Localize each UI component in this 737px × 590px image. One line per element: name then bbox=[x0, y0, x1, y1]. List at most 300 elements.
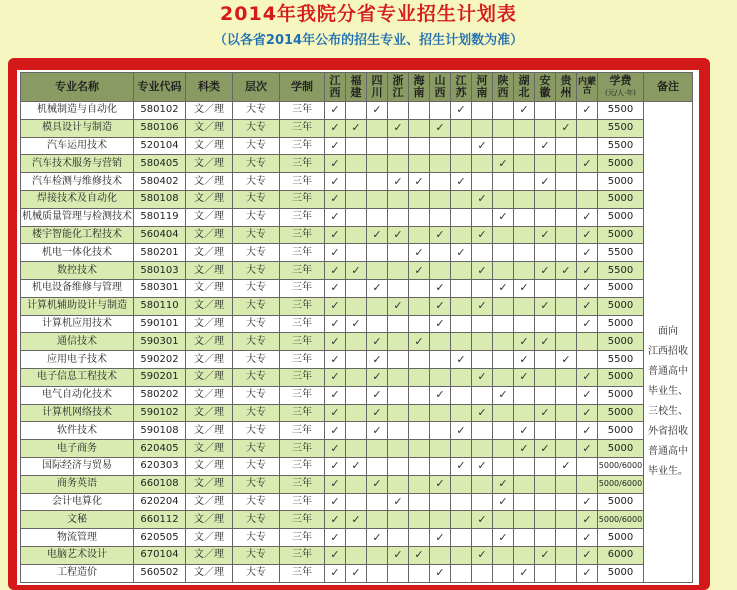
empty-province-cell bbox=[472, 351, 493, 369]
empty-province-cell bbox=[346, 333, 367, 351]
check-mark-cell: ✓ bbox=[430, 226, 451, 244]
fee-cell: 5000 bbox=[598, 315, 644, 333]
check-mark-cell: ✓ bbox=[325, 546, 346, 564]
level-cell: 大专 bbox=[233, 422, 280, 440]
empty-province-cell bbox=[388, 208, 409, 226]
page-title: 2014年我院分省专业招生计划表 bbox=[220, 3, 517, 25]
check-mark-cell: ✓ bbox=[430, 315, 451, 333]
category-cell: 文／理 bbox=[186, 386, 233, 404]
category-cell: 文／理 bbox=[186, 190, 233, 208]
major-code-cell: 620405 bbox=[134, 440, 186, 458]
empty-province-cell bbox=[493, 297, 514, 315]
empty-province-cell bbox=[493, 404, 514, 422]
empty-province-cell bbox=[577, 475, 598, 493]
empty-province-cell bbox=[556, 404, 577, 422]
major-code-cell: 620204 bbox=[134, 493, 186, 511]
empty-province-cell bbox=[367, 155, 388, 173]
major-code-cell: 580103 bbox=[134, 262, 186, 280]
check-mark-cell: ✓ bbox=[535, 173, 556, 191]
empty-province-cell bbox=[409, 297, 430, 315]
empty-province-cell bbox=[556, 529, 577, 547]
level-cell: 大专 bbox=[233, 511, 280, 529]
empty-province-cell bbox=[430, 102, 451, 120]
empty-province-cell bbox=[346, 102, 367, 120]
empty-province-cell bbox=[451, 208, 472, 226]
empty-province-cell bbox=[409, 440, 430, 458]
check-mark-cell: ✓ bbox=[325, 262, 346, 280]
empty-province-cell bbox=[430, 404, 451, 422]
major-name-cell: 汽车技术服务与营销 bbox=[21, 155, 134, 173]
check-mark-cell: ✓ bbox=[325, 404, 346, 422]
table-row bbox=[21, 119, 693, 137]
header-code: 专业代码 bbox=[134, 73, 186, 102]
table-row bbox=[21, 226, 693, 244]
table-row bbox=[21, 244, 693, 262]
check-mark-cell: ✓ bbox=[556, 119, 577, 137]
table-row bbox=[21, 137, 693, 155]
level-cell: 大专 bbox=[233, 475, 280, 493]
empty-province-cell bbox=[514, 208, 535, 226]
fee-cell: 5000 bbox=[598, 155, 644, 173]
major-code-cell: 580405 bbox=[134, 155, 186, 173]
empty-province-cell bbox=[451, 190, 472, 208]
empty-province-cell bbox=[472, 475, 493, 493]
empty-province-cell bbox=[451, 297, 472, 315]
empty-province-cell bbox=[535, 208, 556, 226]
empty-province-cell bbox=[346, 190, 367, 208]
check-mark-cell: ✓ bbox=[514, 333, 535, 351]
empty-province-cell bbox=[451, 368, 472, 386]
major-name-cell: 物流管理 bbox=[21, 529, 134, 547]
table-row bbox=[21, 173, 693, 191]
major-name-cell: 计算机辅助设计与制造 bbox=[21, 297, 134, 315]
empty-province-cell bbox=[493, 315, 514, 333]
level-cell: 大专 bbox=[233, 368, 280, 386]
fee-cell: 5000 bbox=[598, 440, 644, 458]
major-name-cell: 计算机应用技术 bbox=[21, 315, 134, 333]
empty-province-cell bbox=[388, 102, 409, 120]
empty-province-cell bbox=[535, 422, 556, 440]
fee-cell: 6000 bbox=[598, 546, 644, 564]
empty-province-cell bbox=[451, 511, 472, 529]
check-mark-cell: ✓ bbox=[409, 173, 430, 191]
empty-province-cell bbox=[493, 244, 514, 262]
empty-province-cell bbox=[535, 279, 556, 297]
empty-province-cell bbox=[409, 226, 430, 244]
major-name-cell: 计算机网络技术 bbox=[21, 404, 134, 422]
empty-province-cell bbox=[430, 422, 451, 440]
empty-province-cell bbox=[388, 137, 409, 155]
check-mark-cell: ✓ bbox=[535, 546, 556, 564]
empty-province-cell bbox=[451, 119, 472, 137]
remarks-line: 面向 bbox=[658, 325, 678, 337]
empty-province-cell bbox=[346, 173, 367, 191]
major-name-cell: 通信技术 bbox=[21, 333, 134, 351]
empty-province-cell bbox=[346, 386, 367, 404]
empty-province-cell bbox=[367, 190, 388, 208]
empty-province-cell bbox=[346, 493, 367, 511]
major-name-cell: 软件技术 bbox=[21, 422, 134, 440]
duration-cell: 三年 bbox=[280, 190, 325, 208]
major-code-cell: 580119 bbox=[134, 208, 186, 226]
duration-cell: 三年 bbox=[280, 137, 325, 155]
major-code-cell: 590102 bbox=[134, 404, 186, 422]
table-row bbox=[21, 297, 693, 315]
duration-cell: 三年 bbox=[280, 386, 325, 404]
check-mark-cell: ✓ bbox=[577, 529, 598, 547]
major-code-cell: 580110 bbox=[134, 297, 186, 315]
empty-province-cell bbox=[451, 564, 472, 582]
check-mark-cell: ✓ bbox=[409, 262, 430, 280]
major-name-cell: 汽车检测与维修技术 bbox=[21, 173, 134, 191]
check-mark-cell: ✓ bbox=[325, 564, 346, 582]
check-mark-cell: ✓ bbox=[577, 368, 598, 386]
empty-province-cell bbox=[577, 173, 598, 191]
major-code-cell: 580102 bbox=[134, 102, 186, 120]
duration-cell: 三年 bbox=[280, 529, 325, 547]
empty-province-cell bbox=[514, 457, 535, 475]
level-cell: 大专 bbox=[233, 386, 280, 404]
empty-province-cell bbox=[514, 226, 535, 244]
empty-province-cell bbox=[493, 351, 514, 369]
header-province: 贵州 bbox=[556, 73, 577, 102]
empty-province-cell bbox=[535, 351, 556, 369]
check-mark-cell: ✓ bbox=[535, 333, 556, 351]
empty-province-cell bbox=[556, 493, 577, 511]
duration-cell: 三年 bbox=[280, 368, 325, 386]
check-mark-cell: ✓ bbox=[577, 262, 598, 280]
empty-province-cell bbox=[556, 137, 577, 155]
check-mark-cell: ✓ bbox=[325, 440, 346, 458]
empty-province-cell bbox=[472, 440, 493, 458]
empty-province-cell bbox=[493, 102, 514, 120]
empty-province-cell bbox=[556, 208, 577, 226]
empty-province-cell bbox=[493, 564, 514, 582]
empty-province-cell bbox=[346, 475, 367, 493]
check-mark-cell: ✓ bbox=[514, 368, 535, 386]
check-mark-cell: ✓ bbox=[577, 493, 598, 511]
empty-province-cell bbox=[430, 333, 451, 351]
fee-cell: 5000 bbox=[598, 368, 644, 386]
major-name-cell: 电子商务 bbox=[21, 440, 134, 458]
duration-cell: 三年 bbox=[280, 226, 325, 244]
empty-province-cell bbox=[451, 137, 472, 155]
header-province: 河南 bbox=[472, 73, 493, 102]
check-mark-cell: ✓ bbox=[493, 475, 514, 493]
empty-province-cell bbox=[409, 119, 430, 137]
major-name-cell: 模具设计与制造 bbox=[21, 119, 134, 137]
check-mark-cell: ✓ bbox=[325, 475, 346, 493]
check-mark-cell: ✓ bbox=[472, 190, 493, 208]
duration-cell: 三年 bbox=[280, 422, 325, 440]
major-code-cell: 560404 bbox=[134, 226, 186, 244]
check-mark-cell: ✓ bbox=[325, 368, 346, 386]
duration-cell: 三年 bbox=[280, 546, 325, 564]
check-mark-cell: ✓ bbox=[430, 475, 451, 493]
empty-province-cell bbox=[472, 279, 493, 297]
empty-province-cell bbox=[451, 546, 472, 564]
empty-province-cell bbox=[409, 368, 430, 386]
check-mark-cell: ✓ bbox=[577, 440, 598, 458]
check-mark-cell: ✓ bbox=[325, 333, 346, 351]
empty-province-cell bbox=[409, 475, 430, 493]
check-mark-cell: ✓ bbox=[409, 244, 430, 262]
table-row bbox=[21, 333, 693, 351]
empty-province-cell bbox=[409, 564, 430, 582]
empty-province-cell bbox=[472, 493, 493, 511]
fee-cell: 5000 bbox=[598, 493, 644, 511]
category-cell: 文／理 bbox=[186, 226, 233, 244]
empty-province-cell bbox=[388, 333, 409, 351]
empty-province-cell bbox=[535, 529, 556, 547]
check-mark-cell: ✓ bbox=[556, 351, 577, 369]
empty-province-cell bbox=[346, 422, 367, 440]
empty-province-cell bbox=[367, 315, 388, 333]
fee-cell: 5500 bbox=[598, 119, 644, 137]
major-name-cell: 楼宇智能化工程技术 bbox=[21, 226, 134, 244]
empty-province-cell bbox=[451, 155, 472, 173]
category-cell: 文／理 bbox=[186, 440, 233, 458]
check-mark-cell: ✓ bbox=[346, 564, 367, 582]
major-name-cell: 会计电算化 bbox=[21, 493, 134, 511]
duration-cell: 三年 bbox=[280, 315, 325, 333]
empty-province-cell bbox=[388, 386, 409, 404]
check-mark-cell: ✓ bbox=[472, 511, 493, 529]
empty-province-cell bbox=[556, 297, 577, 315]
category-cell: 文／理 bbox=[186, 208, 233, 226]
empty-province-cell bbox=[472, 102, 493, 120]
empty-province-cell bbox=[577, 351, 598, 369]
check-mark-cell: ✓ bbox=[325, 493, 346, 511]
check-mark-cell: ✓ bbox=[367, 529, 388, 547]
major-name-cell: 文秘 bbox=[21, 511, 134, 529]
category-cell: 文／理 bbox=[186, 351, 233, 369]
check-mark-cell: ✓ bbox=[577, 244, 598, 262]
header-fee-unit: (元/人·年) bbox=[604, 89, 637, 97]
empty-province-cell bbox=[367, 493, 388, 511]
empty-province-cell bbox=[556, 155, 577, 173]
table-row bbox=[21, 493, 693, 511]
major-code-cell: 560502 bbox=[134, 564, 186, 582]
fee-cell: 5500 bbox=[598, 351, 644, 369]
major-code-cell: 580201 bbox=[134, 244, 186, 262]
check-mark-cell: ✓ bbox=[472, 262, 493, 280]
empty-province-cell bbox=[451, 440, 472, 458]
fee-cell: 5000 bbox=[598, 190, 644, 208]
table-row bbox=[21, 262, 693, 280]
check-mark-cell: ✓ bbox=[472, 457, 493, 475]
empty-province-cell bbox=[409, 511, 430, 529]
major-name-cell: 应用电子技术 bbox=[21, 351, 134, 369]
empty-province-cell bbox=[556, 368, 577, 386]
empty-province-cell bbox=[346, 155, 367, 173]
table-row bbox=[21, 368, 693, 386]
empty-province-cell bbox=[556, 422, 577, 440]
empty-province-cell bbox=[367, 297, 388, 315]
category-cell: 文／理 bbox=[186, 297, 233, 315]
category-cell: 文／理 bbox=[186, 493, 233, 511]
check-mark-cell: ✓ bbox=[535, 226, 556, 244]
empty-province-cell bbox=[409, 208, 430, 226]
empty-province-cell bbox=[346, 297, 367, 315]
duration-cell: 三年 bbox=[280, 564, 325, 582]
empty-province-cell bbox=[346, 529, 367, 547]
empty-province-cell bbox=[430, 155, 451, 173]
empty-province-cell bbox=[367, 440, 388, 458]
category-cell: 文／理 bbox=[186, 564, 233, 582]
empty-province-cell bbox=[430, 244, 451, 262]
check-mark-cell: ✓ bbox=[325, 315, 346, 333]
check-mark-cell: ✓ bbox=[577, 315, 598, 333]
empty-province-cell bbox=[409, 493, 430, 511]
check-mark-cell: ✓ bbox=[325, 457, 346, 475]
check-mark-cell: ✓ bbox=[514, 564, 535, 582]
duration-cell: 三年 bbox=[280, 208, 325, 226]
header-province: 安徽 bbox=[535, 73, 556, 102]
remarks-line: 毕业生、 bbox=[648, 385, 688, 397]
major-name-cell: 工程造价 bbox=[21, 564, 134, 582]
check-mark-cell: ✓ bbox=[367, 226, 388, 244]
major-code-cell: 660108 bbox=[134, 475, 186, 493]
major-name-cell: 商务英语 bbox=[21, 475, 134, 493]
category-cell: 文／理 bbox=[186, 244, 233, 262]
check-mark-cell: ✓ bbox=[451, 244, 472, 262]
empty-province-cell bbox=[409, 102, 430, 120]
table-row bbox=[21, 440, 693, 458]
check-mark-cell: ✓ bbox=[514, 422, 535, 440]
check-mark-cell: ✓ bbox=[493, 279, 514, 297]
check-mark-cell: ✓ bbox=[472, 297, 493, 315]
empty-province-cell bbox=[577, 119, 598, 137]
duration-cell: 三年 bbox=[280, 404, 325, 422]
fee-cell: 5000 bbox=[598, 386, 644, 404]
major-code-cell: 580402 bbox=[134, 173, 186, 191]
remarks-line: 三校生、 bbox=[648, 405, 688, 417]
empty-province-cell bbox=[493, 226, 514, 244]
fee-cell: 5000 bbox=[598, 279, 644, 297]
header-duration: 学制 bbox=[280, 73, 325, 102]
table-row bbox=[21, 155, 693, 173]
check-mark-cell: ✓ bbox=[577, 226, 598, 244]
empty-province-cell bbox=[388, 315, 409, 333]
empty-province-cell bbox=[451, 386, 472, 404]
check-mark-cell: ✓ bbox=[451, 422, 472, 440]
empty-province-cell bbox=[493, 137, 514, 155]
empty-province-cell bbox=[493, 333, 514, 351]
empty-province-cell bbox=[514, 493, 535, 511]
header-province: 陕西 bbox=[493, 73, 514, 102]
check-mark-cell: ✓ bbox=[430, 529, 451, 547]
empty-province-cell bbox=[367, 119, 388, 137]
header-category: 科类 bbox=[186, 73, 233, 102]
empty-province-cell bbox=[472, 244, 493, 262]
check-mark-cell: ✓ bbox=[367, 351, 388, 369]
empty-province-cell bbox=[514, 315, 535, 333]
level-cell: 大专 bbox=[233, 119, 280, 137]
empty-province-cell bbox=[388, 368, 409, 386]
check-mark-cell: ✓ bbox=[577, 155, 598, 173]
empty-province-cell bbox=[556, 333, 577, 351]
empty-province-cell bbox=[556, 511, 577, 529]
category-cell: 文／理 bbox=[186, 137, 233, 155]
empty-province-cell bbox=[556, 226, 577, 244]
check-mark-cell: ✓ bbox=[367, 102, 388, 120]
remarks-line: 外省招收 bbox=[648, 425, 688, 437]
check-mark-cell: ✓ bbox=[493, 208, 514, 226]
check-mark-cell: ✓ bbox=[325, 297, 346, 315]
level-cell: 大专 bbox=[233, 155, 280, 173]
check-mark-cell: ✓ bbox=[451, 173, 472, 191]
empty-province-cell bbox=[493, 262, 514, 280]
check-mark-cell: ✓ bbox=[388, 297, 409, 315]
fee-cell: 5000 bbox=[598, 404, 644, 422]
check-mark-cell: ✓ bbox=[367, 404, 388, 422]
empty-province-cell bbox=[535, 564, 556, 582]
empty-province-cell bbox=[514, 475, 535, 493]
empty-province-cell bbox=[388, 564, 409, 582]
table-row bbox=[21, 102, 693, 120]
check-mark-cell: ✓ bbox=[430, 386, 451, 404]
empty-province-cell bbox=[430, 262, 451, 280]
empty-province-cell bbox=[472, 333, 493, 351]
empty-province-cell bbox=[556, 386, 577, 404]
major-name-cell: 电脑艺术设计 bbox=[21, 546, 134, 564]
check-mark-cell: ✓ bbox=[346, 119, 367, 137]
empty-province-cell bbox=[388, 440, 409, 458]
duration-cell: 三年 bbox=[280, 511, 325, 529]
major-name-cell: 机电设备维修与管理 bbox=[21, 279, 134, 297]
header-province: 福建 bbox=[346, 73, 367, 102]
check-mark-cell: ✓ bbox=[535, 262, 556, 280]
header-province: 江苏 bbox=[451, 73, 472, 102]
header-province: 浙江 bbox=[388, 73, 409, 102]
check-mark-cell: ✓ bbox=[514, 279, 535, 297]
category-cell: 文／理 bbox=[186, 119, 233, 137]
empty-province-cell bbox=[388, 529, 409, 547]
empty-province-cell bbox=[493, 422, 514, 440]
empty-province-cell bbox=[451, 529, 472, 547]
table-row bbox=[21, 190, 693, 208]
empty-province-cell bbox=[388, 155, 409, 173]
empty-province-cell bbox=[514, 137, 535, 155]
check-mark-cell: ✓ bbox=[409, 333, 430, 351]
major-code-cell: 590301 bbox=[134, 333, 186, 351]
empty-province-cell bbox=[535, 244, 556, 262]
empty-province-cell bbox=[493, 457, 514, 475]
header-fee-label: 学费 bbox=[609, 74, 632, 87]
check-mark-cell: ✓ bbox=[325, 102, 346, 120]
empty-province-cell bbox=[367, 564, 388, 582]
check-mark-cell: ✓ bbox=[556, 457, 577, 475]
empty-province-cell bbox=[367, 137, 388, 155]
check-mark-cell: ✓ bbox=[367, 475, 388, 493]
header-remarks: 备注 bbox=[644, 73, 693, 102]
level-cell: 大专 bbox=[233, 440, 280, 458]
major-code-cell: 580106 bbox=[134, 119, 186, 137]
empty-province-cell bbox=[493, 119, 514, 137]
empty-province-cell bbox=[472, 529, 493, 547]
category-cell: 文／理 bbox=[186, 173, 233, 191]
empty-province-cell bbox=[367, 208, 388, 226]
major-code-cell: 590108 bbox=[134, 422, 186, 440]
check-mark-cell: ✓ bbox=[577, 404, 598, 422]
empty-province-cell bbox=[535, 315, 556, 333]
check-mark-cell: ✓ bbox=[346, 262, 367, 280]
header-major: 专业名称 bbox=[21, 73, 134, 102]
check-mark-cell: ✓ bbox=[346, 511, 367, 529]
category-cell: 文／理 bbox=[186, 529, 233, 547]
level-cell: 大专 bbox=[233, 529, 280, 547]
